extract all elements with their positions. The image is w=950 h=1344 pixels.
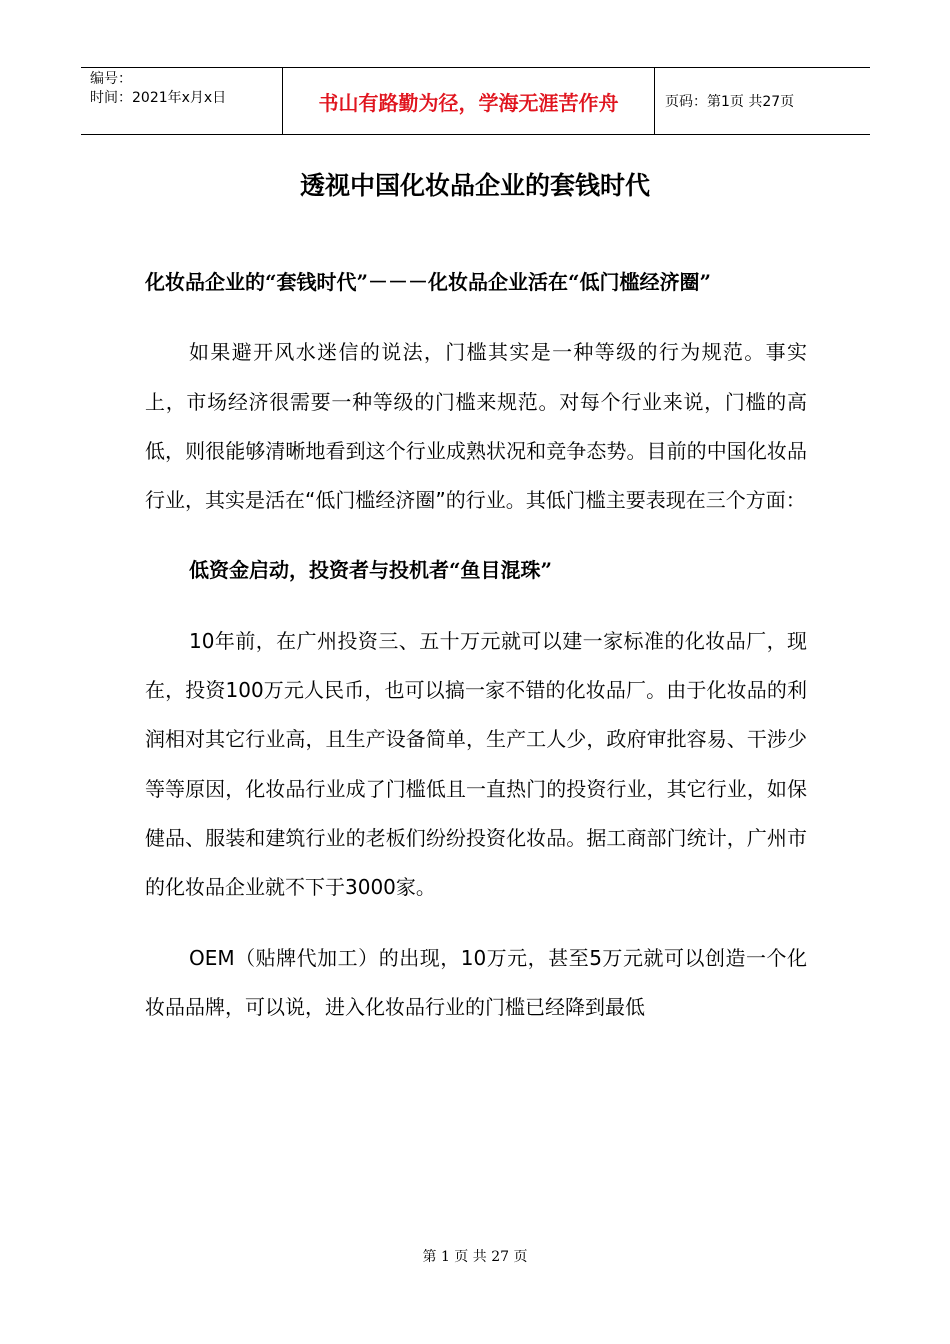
time-label: 时间：2021年x月x日 [90,90,227,106]
paragraph-oem: OEM（贴牌代加工）的出现，10万元，甚至5万元就可以创造一个化妆品品牌，可以说，进入化妆品行业的门槛已经降到最低 [145,945,807,1019]
paragraph-intro: 如果避开风水迷信的说法，门槛其实是一种等级的行为规范。事实上，市场经济很需要一种等级的门槛来规范。对每个行业来说，门槛的高低，则很能够清晰地看到这个行业成熟状况和竞争态势。目前的中国化妆品行业，其实是活在“低门槛经济圈”的行业。其低门槛主要表现在三个方面： [145,340,807,513]
header-meta [81,68,282,134]
section-heading: 化妆品企业的“套钱时代”－－－化妆品企业活在“低门槛经济圈” [145,270,712,294]
document-title: 透视中国化妆品企业的套钱时代 [299,171,650,200]
document-body [145,258,807,1053]
paragraph-investment: 10年前，在广州投资三、五十万元就可以建一家标准的化妆品厂，现在，投资100万元人民币，也可以搞一家不错的化妆品厂。由于化妆品的利润相对其它行业高，且生产设备简单，生产工人少，政府审批容易、干涉少等等原因，化妆品行业成了门槛低且一直热门的投资行业，其它行业，如保健品、服装和建筑行业的老板们纷纷投资化妆品。据工商部门统计，广州市的化妆品企业就不下于3000家。 [145,628,807,900]
header-motto: 书山有路勤为径，学海无涯苦作舟 [282,68,655,134]
subheading: 低资金启动，投资者与投机者“鱼目混珠” [189,558,553,583]
header-table [81,67,870,135]
serial-label: 编号： [90,71,132,87]
header-page-info: 页码：第1页 共27页 [665,94,795,110]
page-footer: 第 1 页 共 27 页 [422,1249,528,1265]
